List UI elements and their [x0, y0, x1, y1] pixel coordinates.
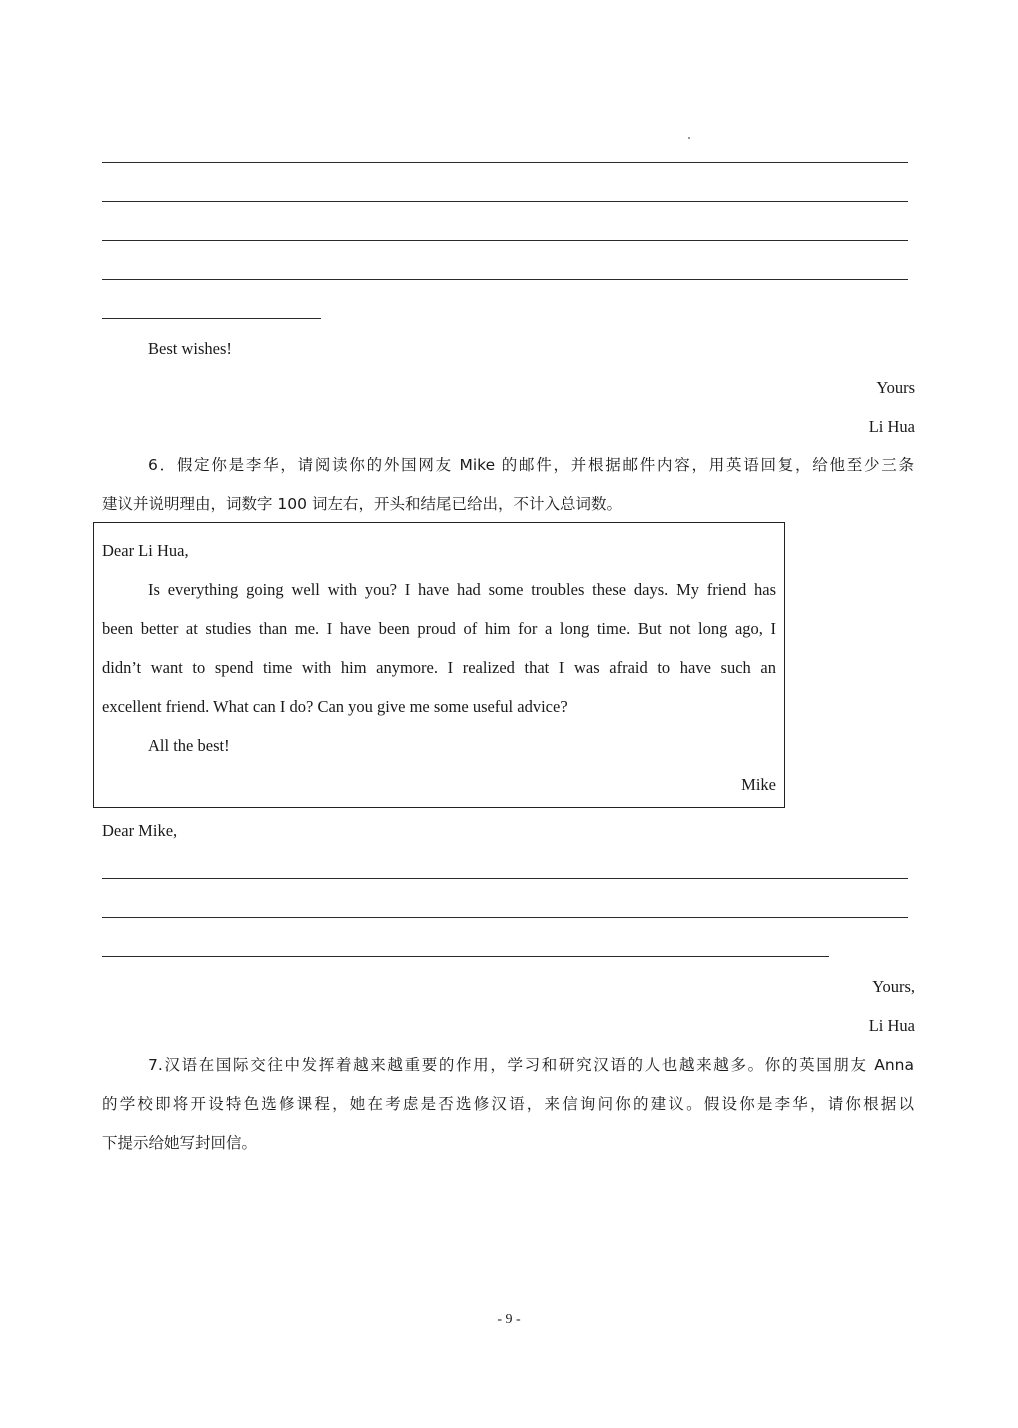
letter-signature: Mike — [741, 775, 776, 794]
answer-line[interactable] — [102, 201, 908, 202]
answer-line[interactable] — [102, 240, 908, 241]
answer-line[interactable] — [102, 162, 908, 163]
letter-body-line2: been better at studies than me. I have been proud of him for a long time. But not long ago, I — [102, 619, 776, 638]
question7-prompt-line1: 7.汉语在国际交往中发挥着越来越重要的作用，学习和研究汉语的人也越来越多。你的英国朋友 Anna — [148, 1056, 914, 1074]
letter-body-line3: didn’t want to spend time with him anymore. I realized that I was afraid to have such an — [102, 658, 776, 677]
question6-prompt-line1: 6．假定你是李华，请阅读你的外国网友 Mike 的邮件，并根据邮件内容，用英语回复，给他至少三条 — [148, 456, 914, 474]
answer-line[interactable] — [102, 279, 908, 280]
closing-best-wishes: Best wishes! — [148, 339, 232, 358]
signature-li-hua: Li Hua — [868, 417, 915, 436]
page-number: - 9 - — [497, 1312, 521, 1327]
letter-closing: All the best! — [148, 736, 230, 755]
letter-body-line1: Is everything going well with you? I have had some troubles these days. My friend has — [148, 580, 776, 599]
reply-greeting: Dear Mike, — [102, 821, 178, 840]
letter-greeting: Dear Li Hua, — [102, 541, 189, 560]
question7-prompt-line2: 的学校即将开设特色选修课程，她在考虑是否选修汉语，来信询问你的建议。假设你是李华，请你根据以 — [102, 1095, 914, 1113]
question6-prompt-line2: 建议并说明理由，词数字 100 词左右，开头和结尾已给出，不计入总词数。 — [102, 495, 622, 513]
answer-line[interactable] — [102, 917, 908, 918]
question7-prompt-line3: 下提示给她写封回信。 — [102, 1134, 258, 1152]
signoff-yours: Yours — [876, 378, 915, 397]
answer-line[interactable] — [102, 878, 908, 879]
reply-signoff: Yours, — [872, 977, 915, 996]
scan-speck — [688, 137, 690, 139]
reply-signature: Li Hua — [868, 1016, 915, 1035]
answer-line-short[interactable] — [102, 318, 321, 319]
letter-body-line4: excellent friend. What can I do? Can you give me some useful advice? — [102, 697, 568, 716]
answer-line[interactable] — [102, 956, 829, 957]
